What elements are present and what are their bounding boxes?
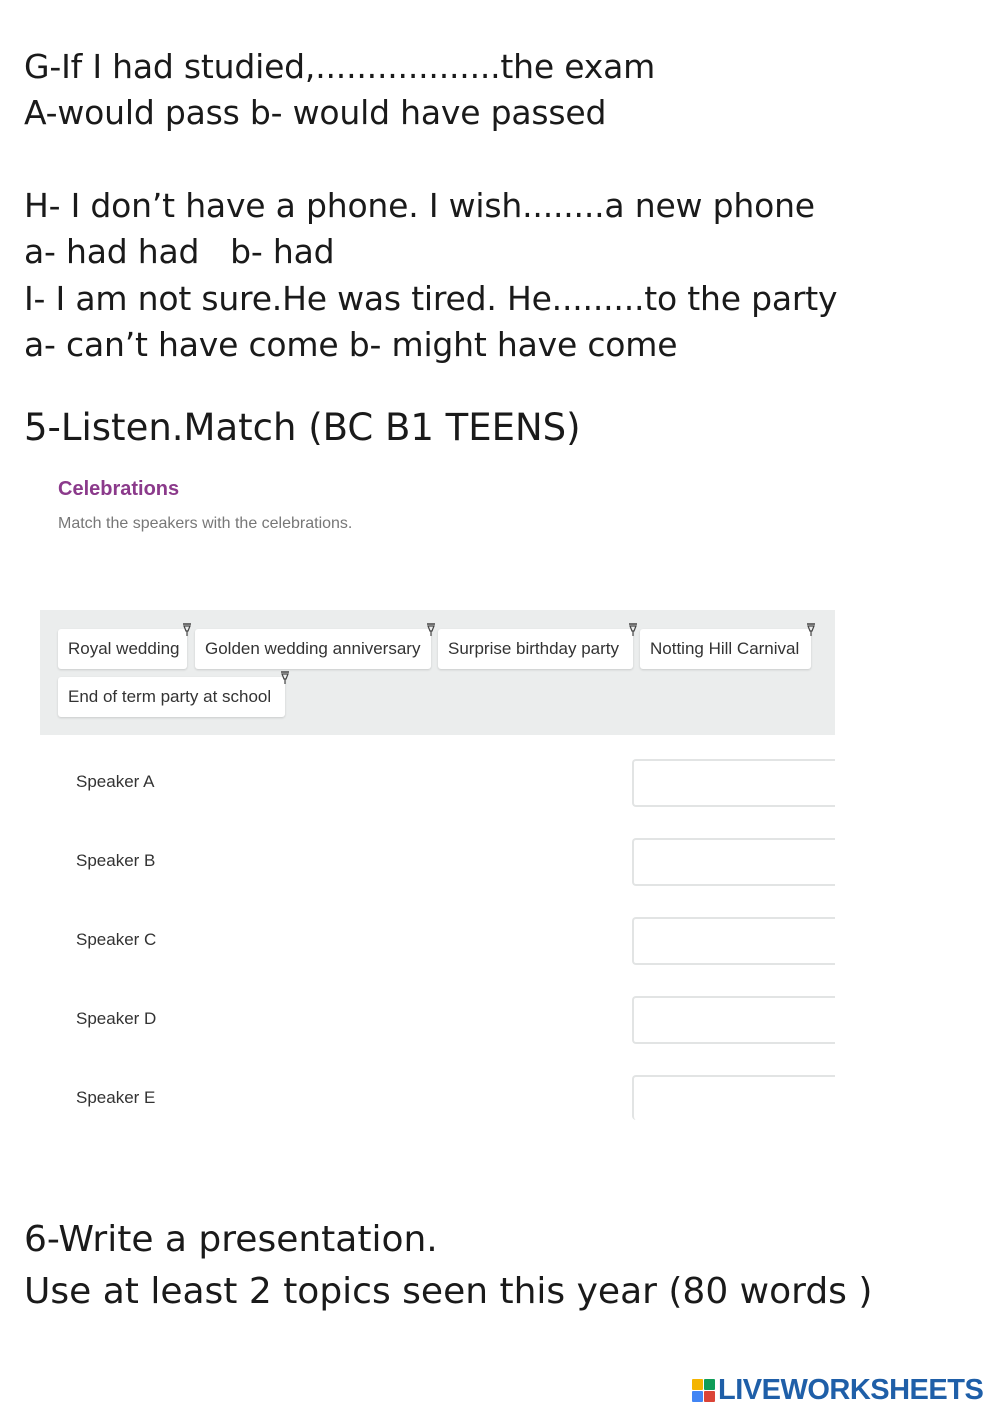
speaker-c-label: Speaker C <box>76 930 157 949</box>
speaker-b-dropzone[interactable] <box>632 838 835 886</box>
liveworksheets-logo <box>692 1373 983 1407</box>
activity-title: Celebrations <box>58 478 180 500</box>
logo-square <box>692 1379 703 1390</box>
pin-icon <box>805 623 817 637</box>
activity-instruction: Match the speakers with the celebrations. <box>58 515 353 532</box>
speaker-e-label: Speaker E <box>76 1088 156 1107</box>
option-chip-surprise-birthday-party[interactable] <box>438 629 633 669</box>
option-label: Golden wedding anniversary <box>205 639 421 658</box>
option-chip-royal-wedding[interactable] <box>58 629 187 669</box>
pin-icon <box>425 623 437 637</box>
speaker-c-dropzone[interactable] <box>632 917 835 965</box>
logo-mark-icon <box>692 1379 715 1402</box>
speaker-d-label: Speaker D <box>76 1009 157 1028</box>
option-chip-end-of-term-party[interactable] <box>58 677 285 717</box>
pin-icon <box>279 671 291 685</box>
speaker-a-label: Speaker A <box>76 772 155 791</box>
question-g: G-If I had studied,..................the exam <box>24 47 656 86</box>
section5-heading: 5-Listen.Match (BC B1 TEENS) <box>24 406 581 449</box>
logo-square <box>704 1391 715 1402</box>
speaker-d-dropzone[interactable] <box>632 996 835 1044</box>
speaker-a-dropzone[interactable] <box>632 759 835 807</box>
option-label: Notting Hill Carnival <box>650 639 800 658</box>
speaker-b-label: Speaker B <box>76 851 156 870</box>
question-h-options: a- had had b- had <box>24 232 335 271</box>
option-label: Surprise birthday party <box>448 639 620 658</box>
option-chip-notting-hill-carnival[interactable] <box>640 629 811 669</box>
question-g-options: A-would pass b- would have passed <box>24 93 607 132</box>
section6-heading: 6-Write a presentation. <box>24 1219 438 1260</box>
pin-icon <box>181 623 193 637</box>
question-i: I- I am not sure.He was tired. He.........to the party <box>24 279 838 318</box>
logo-square <box>692 1391 703 1402</box>
section6-instruction: Use at least 2 topics seen this year (80 words ) <box>24 1271 873 1312</box>
option-label: End of term party at school <box>68 687 272 706</box>
question-h: H- I don’t have a phone. I wish........a new phone <box>24 186 815 225</box>
logo-text: LIVEWORKSHEETS <box>718 1373 984 1406</box>
option-chip-golden-wedding-anniversary[interactable] <box>195 629 431 669</box>
logo-square <box>704 1379 715 1390</box>
option-label: Royal wedding <box>68 639 180 658</box>
question-i-options: a- can’t have come b- might have come <box>24 325 678 364</box>
pin-icon <box>627 623 639 637</box>
speaker-e-dropzone[interactable] <box>632 1075 835 1120</box>
